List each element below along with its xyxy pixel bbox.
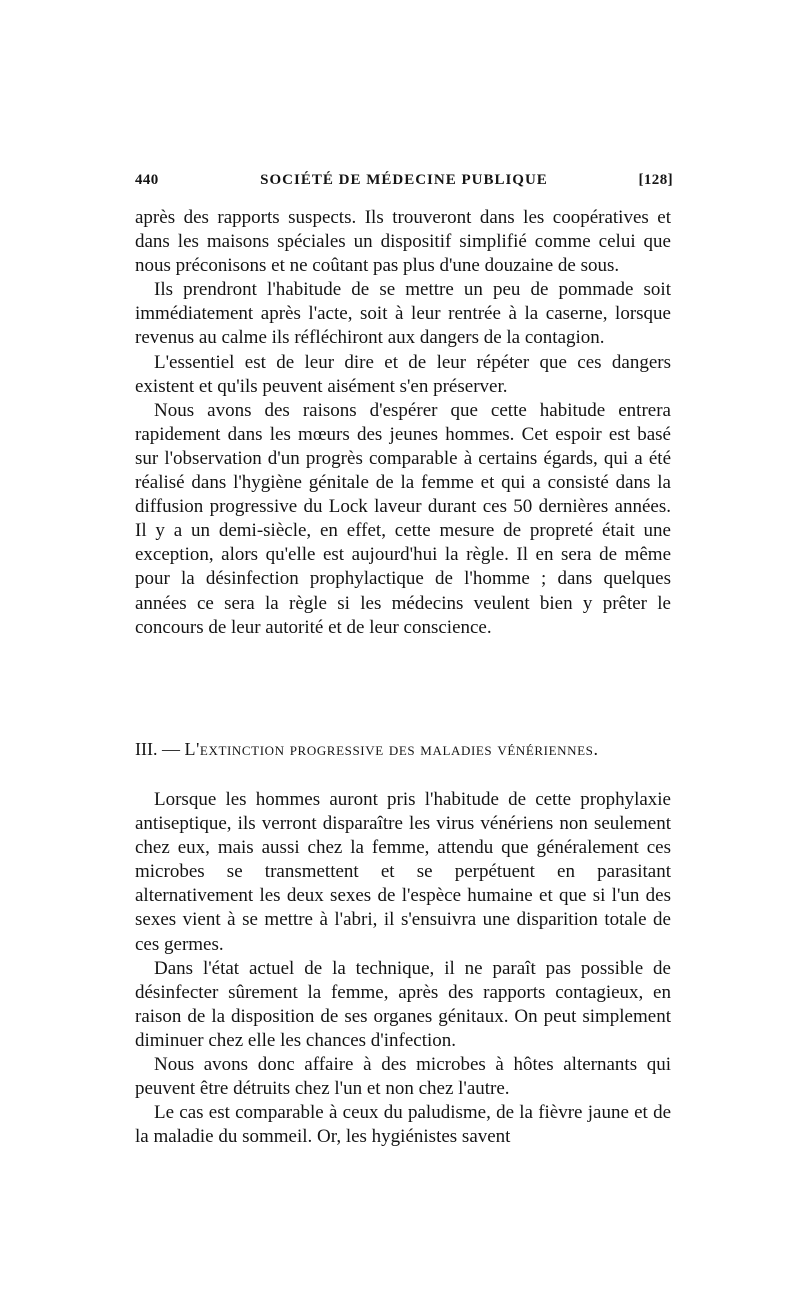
paragraph: Le cas est comparable à ceux du paludisme, de la fièvre jaune et de la maladie du sommeil. Or, les hygiénistes savent <box>135 1102 671 1148</box>
body-text-bottom <box>135 788 671 1149</box>
section-heading <box>135 737 675 761</box>
original-page-number: [128] <box>638 172 673 188</box>
body-text-top <box>135 206 671 640</box>
paragraph: Nous avons des raisons d'espérer que cette habitude entrera rapidement dans les mœurs des jeunes hommes. Cet espoir est basé sur l'observation d'un progrès comparable à certains égards, qui a été réalisé dans l'hygiène génitale de la femme et qui a consisté dans la diffusion progressive du Lock laveur durant ces 50 dernières années. Il y a un demi-siècle, en effet, cette mesure de propreté était une exception, alors qu'elle est aujourd'hui la règle. Il en sera de même pour la désinfection prophylactique de l'homme ; dans quelques années ce sera la règle si les médecins veulent bien y prêter le concours de leur autorité et de leur conscience. <box>135 399 671 638</box>
running-title: SOCIÉTÉ DE MÉDECINE PUBLIQUE <box>260 172 548 188</box>
section-number: III. <box>135 739 158 759</box>
paragraph: Nous avons donc affaire à des microbes à hôtes alternants qui peuvent être détruits chez l'un et non chez l'autre. <box>135 1054 671 1100</box>
section-dash: — <box>161 739 180 759</box>
paragraph: Lorsque les hommes auront pris l'habitude de cette prophylaxie antiseptique, ils verront disparaître les virus vénériens non seulement chez eux, mais aussi chez la femme, attendu que généralement ces microbes se transmettent et se perpétuent en parasitant alternativement les deux sexes de l'espèce humaine et que si l'un des sexes vient à se mettre à l'abri, il s'ensuivra une disparition totale de ces germes. <box>135 789 671 955</box>
paragraph: L'essentiel est de leur dire et de leur répéter que ces dangers existent et qu'ils peuvent aisément s'en préserver. <box>135 351 671 397</box>
section-title: L'extinction progressive des maladies vénériennes. <box>184 739 599 759</box>
running-header <box>135 172 673 194</box>
paragraph: Dans l'état actuel de la technique, il ne paraît pas possible de désinfecter sûrement la femme, après des rapports contagieux, en raison de la disposition de ses organes génitaux. On peut simplement diminuer chez elle les chances d'infection. <box>135 957 671 1051</box>
paragraph: après des rapports suspects. Ils trouveront dans les coopératives et dans les maisons spéciales un dispositif simplifié comme celui que nous préconisons et ne coûtant pas plus d'une douzaine de sous. <box>135 207 671 277</box>
page-number: 440 <box>135 172 159 188</box>
paragraph: Ils prendront l'habitude de se mettre un peu de pommade soit immédiatement après l'acte, soit à leur rentrée à la caserne, lorsque revenus au calme ils réfléchiront aux dangers de la contagion. <box>135 279 671 349</box>
